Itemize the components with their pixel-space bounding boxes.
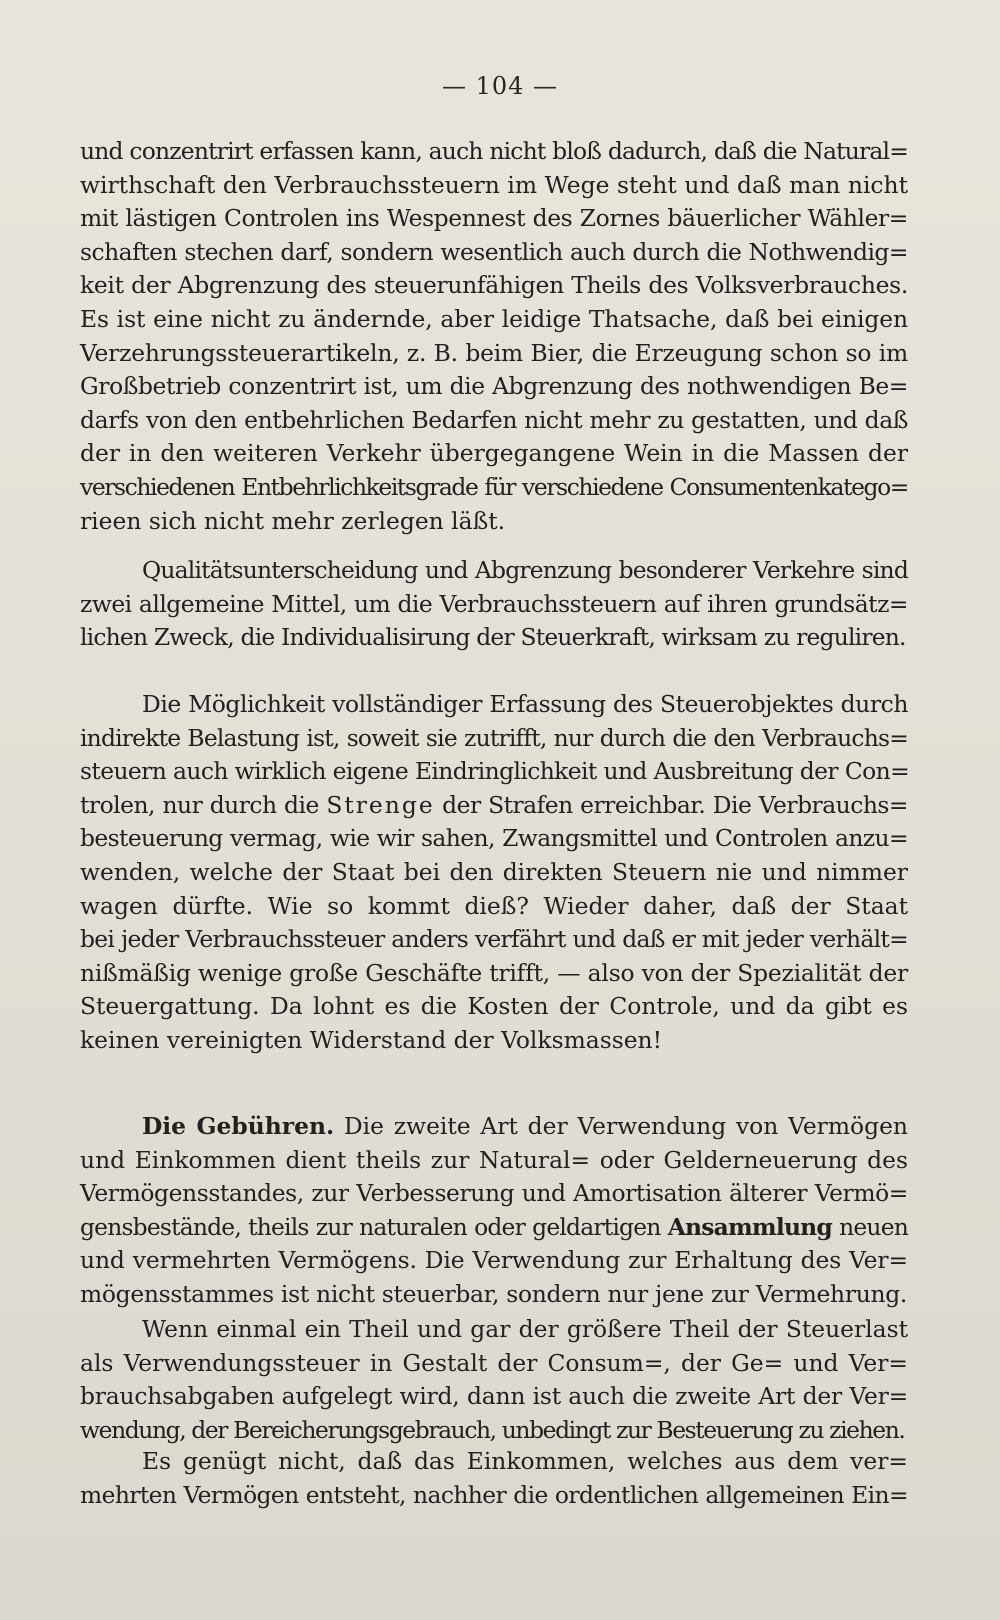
text-line: Es ist eine nicht zu ändernde, aber leidige Thatsache, daß bei einigen <box>80 304 908 333</box>
text-line: rieen sich nicht mehr zerlegen läßt. <box>80 506 506 535</box>
text-line: und conzentrirt erfassen kann, auch nicht bloß dadurch, daß die Natural= <box>80 137 908 165</box>
paragraph-6 <box>80 1445 908 1512</box>
text-line: Vermögensstandes, zur Verbesserung und Amortisation älterer Vermö= <box>80 1179 908 1208</box>
text-line <box>80 1211 908 1245</box>
text-line: mit lästigen Controlen ins Wespennest des Zornes bäuerlicher Wähler= <box>80 204 908 233</box>
text-line: wagen dürfte. Wie so kommt dieß? Wieder daher, daß der Staat <box>80 891 908 920</box>
text-line: keinen vereinigten Widerstand der Volksmassen! <box>80 1025 663 1054</box>
text-line: Steuergattung. Da lohnt es die Kosten der Controle, und da gibt es <box>80 992 908 1021</box>
text-line: indirekte Belastung ist, soweit sie zutrifft, nur durch die den Verbrauchs= <box>80 723 908 752</box>
text-line: Großbetrieb conzentrirt ist, um die Abgrenzung des nothwendigen Be= <box>80 372 908 401</box>
paragraph-3 <box>80 688 908 1058</box>
spaced-word: Strenge <box>326 790 435 819</box>
text-line: nißmäßig wenige große Geschäfte trifft, — also von der Spezialität der <box>80 958 908 987</box>
text-line: Verzehrungssteuerartikeln, z. B. beim Bier, die Erzeugung schon so im <box>80 338 908 367</box>
text-line: keit der Abgrenzung des steuerunfähigen Theils des Volksverbrauches. <box>80 271 908 300</box>
text-line: zwei allgemeine Mittel, um die Verbrauchssteuern auf ihren grundsätz= <box>80 589 908 618</box>
text-line: verschiedenen Entbehrlichkeitsgrade für verschiedene Consumentenkatego= <box>80 472 908 501</box>
text-line: darfs von den entbehrlichen Bedarfen nicht mehr zu gestatten, und daß <box>80 405 908 434</box>
text-line <box>80 1110 908 1144</box>
text-segment: neuen <box>839 1212 909 1241</box>
text-segment: der Strafen erreichbar. Die Verbrauchs= <box>442 790 909 819</box>
text-line: Qualitätsunterscheidung und Abgrenzung besonderer Verkehre sind <box>142 556 908 584</box>
page-number: — 104 — <box>441 72 559 100</box>
text-segment: Die zweite Art der Verwendung von Vermögen <box>343 1112 908 1140</box>
bold-word: Ansammlung <box>667 1212 832 1241</box>
text-segment: gensbestände, theils zur naturalen oder geldartigen <box>80 1212 661 1241</box>
text-line: der in den weiteren Verkehr übergegangene Wein in die Massen der <box>80 439 908 468</box>
text-segment: trolen, nur durch die <box>80 790 319 819</box>
text-line: mehrten Vermögen entsteht, nachher die ordentlichen allgemeinen Ein= <box>80 1480 908 1509</box>
text-line: wendung, der Bereicherungsgebrauch, unbedingt zur Besteuerung zu ziehen. <box>80 1415 905 1444</box>
text-line: mögensstammes ist nicht steuerbar, sondern nur jene zur Vermehrung. <box>80 1279 908 1308</box>
text-line: Es genügt nicht, daß das Einkommen, welches aus dem ver= <box>142 1447 908 1475</box>
text-line: Wenn einmal ein Theil und gar der größere Theil der Steuerlast <box>142 1315 908 1343</box>
text-line <box>80 789 908 823</box>
text-line: bei jeder Verbrauchssteuer anders verfährt und daß er mit jeder verhält= <box>80 925 908 954</box>
text-line: als Verwendungssteuer in Gestalt der Consum=, der Ge= und Ver= <box>80 1348 908 1377</box>
section-heading: Die Gebühren. <box>142 1112 335 1140</box>
text-line: Die Möglichkeit vollständiger Erfassung des Steuerobjektes durch <box>142 690 908 718</box>
text-line: schaften stechen darf, sondern wesentlich auch durch die Nothwendig= <box>80 237 908 266</box>
paragraph-1 <box>80 135 908 538</box>
text-line: lichen Zweck, die Individualisirung der Steuerkraft, wirksam zu reguliren. <box>80 623 906 652</box>
text-line: besteuerung vermag, wie wir sahen, Zwangsmittel und Controlen anzu= <box>80 824 908 853</box>
text-line: und Einkommen dient theils zur Natural= oder Gelderneuerung des <box>80 1145 908 1174</box>
text-line: wirthschaft den Verbrauchssteuern im Wege steht und daß man nicht <box>80 170 908 199</box>
text-line: brauchsabgaben aufgelegt wird, dann ist auch die zweite Art der Ver= <box>80 1382 908 1411</box>
paragraph-5 <box>80 1313 908 1447</box>
text-line: und vermehrten Vermögens. Die Verwendung zur Erhaltung des Ver= <box>80 1246 908 1275</box>
text-line: steuern auch wirklich eigene Eindringlichkeit und Ausbreitung der Con= <box>80 757 910 786</box>
paragraph-gebuehren <box>80 1110 908 1312</box>
paragraph-2 <box>80 554 908 655</box>
text-line: wenden, welche der Staat bei den direkten Steuern nie und nimmer <box>80 857 908 886</box>
